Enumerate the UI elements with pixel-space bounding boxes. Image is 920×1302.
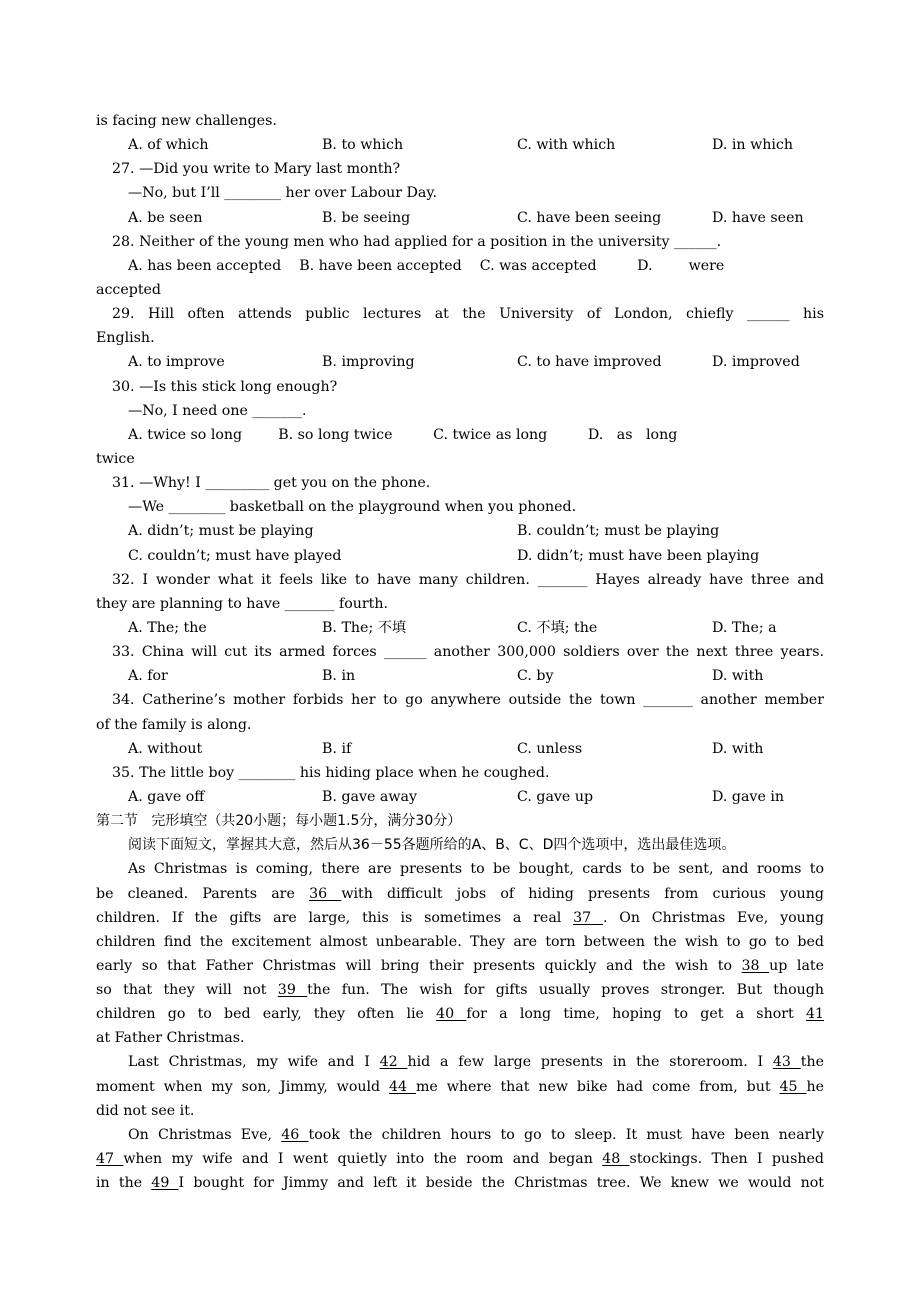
q32-option-b[interactable]: B. The; 不填 [322, 619, 407, 636]
passage-line: be cleaned. Parents are 36 with difficult jobs of hiding presents from curious young [96, 885, 824, 902]
passage-line: in the 49 I bought for Jimmy and left it beside the Christmas tree. We knew we would not [96, 1175, 824, 1192]
exam-page [96, 109, 824, 1195]
q34-options [96, 737, 824, 761]
q33-stem: 33. China will cut its armed forces ______ another 300,000 soldiers over the next three years. [112, 644, 824, 661]
q30-stem: 30. —Is this stick long enough? [112, 378, 338, 395]
blank-49[interactable]: 49 [151, 1175, 179, 1192]
q29-option-d[interactable]: D. improved [712, 354, 800, 371]
passage-line: Last Christmas, my wife and I 42 hid a few large presents in the storeroom. I 43 the [128, 1054, 824, 1071]
q34-option-a[interactable]: A. without [128, 740, 203, 757]
blank-37[interactable]: 37 [573, 909, 603, 926]
q32-stem: 32. I wonder what it feels like to have many children. _______ Hayes already have three and [112, 571, 824, 588]
q34-stem-tail: of the family is along. [96, 716, 252, 733]
q29-option-b[interactable]: B. improving [322, 354, 415, 371]
q33-option-a[interactable]: A. for [128, 668, 168, 685]
q31-option-d[interactable]: D. didn’t; must have been playing [517, 547, 760, 564]
q31-options-row1 [96, 519, 824, 543]
q27-stem: 27. —Did you write to Mary last month? [112, 161, 401, 178]
blank-41[interactable]: 41 [805, 1006, 824, 1023]
q34-option-c[interactable]: C. unless [517, 740, 583, 757]
blank-40[interactable]: 40 [436, 1006, 467, 1023]
q34-option-d[interactable]: D. with [712, 740, 764, 757]
q32-option-a[interactable]: A. The; the [128, 619, 207, 636]
q34-stem: 34. Catherine’s mother forbids her to go anywhere outside the town _______ another member [112, 692, 824, 709]
q27-option-d[interactable]: D. have seen [712, 209, 804, 226]
passage-line: early so that Father Christmas will bring their presents quickly and the wish to 38 up late [96, 957, 824, 974]
blank-47[interactable]: 47 [96, 1151, 124, 1168]
section-heading: 第二节 完形填空（共20小题；每小题1.5分，满分30分） [96, 813, 462, 830]
q26-option-c[interactable]: C. with which [517, 137, 616, 154]
q27-option-c[interactable]: C. have been seeing [517, 209, 662, 226]
q29-option-c[interactable]: C. to have improved [517, 354, 662, 371]
q29-stem: 29. Hill often attends public lectures at the University of London, chiefly ______ his [112, 306, 824, 323]
blank-38[interactable]: 38 [741, 957, 770, 974]
q26-options [96, 133, 824, 157]
q30-options[interactable]: A. twice so long B. so long twice C. twice as long D. as long [128, 426, 678, 443]
blank-39[interactable]: 39 [277, 982, 308, 999]
passage-line: children. If the gifts are large, this is sometimes a real 37 . On Christmas Eve, young [96, 909, 824, 926]
passage-line: 47 when my wife and I went quietly into the room and began 48 stockings. Then I pushed [96, 1151, 824, 1168]
q26-option-d[interactable]: D. in which [712, 137, 793, 154]
q31-options-row2 [96, 544, 824, 568]
q30-options-tail: twice [96, 450, 135, 467]
q29-option-a[interactable]: A. to improve [128, 354, 225, 371]
q35-option-d[interactable]: D. gave in [712, 788, 785, 805]
passage-line: at Father Christmas. [96, 1030, 245, 1047]
passage-line: so that they will not 39 the fun. The wish for gifts usually proves stronger. But though [96, 982, 824, 999]
q31-option-c[interactable]: C. couldn’t; must have played [128, 547, 342, 564]
blank-48[interactable]: 48 [602, 1151, 630, 1168]
q32-stem-tail: they are planning to have _______ fourth. [96, 595, 389, 612]
q31-reply: —We ________ basketball on the playground when you phoned. [128, 499, 577, 516]
q27-reply: —No, but I’ll ________ her over Labour Day. [128, 185, 438, 202]
q35-options [96, 785, 824, 809]
passage-line: moment when my son, Jimmy, would 44 me where that new bike had come from, but 45 he [96, 1078, 824, 1095]
passage-line: children go to bed early, they often lie 40 for a long time, hoping to get a short 41 [96, 1006, 824, 1023]
q32-option-d[interactable]: D. The; a [712, 619, 777, 636]
section-instruction: 阅读下面短文，掌握其大意，然后从36－55各题所给的A、B、C、D四个选项中，选出最佳选项。 [128, 837, 736, 854]
q26-option-b[interactable]: B. to which [322, 137, 404, 154]
blank-44[interactable]: 44 [389, 1078, 416, 1095]
q28-stem: 28. Neither of the young men who had applied for a position in the university ______. [112, 233, 722, 250]
q33-option-d[interactable]: D. with [712, 668, 764, 685]
q29-stem-tail: English. [96, 330, 155, 347]
q33-option-c[interactable]: C. by [517, 668, 554, 685]
passage-line: As Christmas is coming, there are presents to be bought, cards to be sent, and rooms to [128, 861, 824, 878]
q27-option-a[interactable]: A. be seen [128, 209, 203, 226]
q32-option-c[interactable]: C. 不填; the [517, 619, 598, 636]
q26-option-a[interactable]: A. of which [128, 137, 209, 154]
blank-45[interactable]: 45 [779, 1078, 807, 1095]
blank-36[interactable]: 36 [309, 885, 342, 902]
q29-options [96, 350, 824, 374]
q35-option-a[interactable]: A. gave off [128, 788, 205, 805]
q26-stem-end: is facing new challenges. [96, 113, 277, 129]
blank-46[interactable]: 46 [281, 1126, 309, 1143]
q31-option-a[interactable]: A. didn’t; must be playing [128, 523, 314, 540]
q33-option-b[interactable]: B. in [322, 668, 356, 685]
passage-line: On Christmas Eve, 46 took the children hours to go to sleep. It must have been nearly [128, 1126, 824, 1143]
q35-option-c[interactable]: C. gave up [517, 788, 594, 805]
q34-option-b[interactable]: B. if [322, 740, 352, 757]
q32-options [96, 616, 824, 640]
q35-stem: 35. The little boy ________ his hiding place when he coughed. [112, 764, 550, 781]
q30-reply: —No, I need one _______. [128, 402, 307, 419]
passage-line: children find the excitement almost unbearable. They are torn between the wish to go to bed [96, 933, 824, 950]
passage-line: did not see it. [96, 1102, 195, 1119]
q31-option-b[interactable]: B. couldn’t; must be playing [517, 523, 720, 540]
q28-options-tail: accepted [96, 281, 162, 298]
q33-options [96, 664, 824, 688]
q35-option-b[interactable]: B. gave away [322, 788, 417, 805]
blank-42[interactable]: 42 [379, 1054, 408, 1071]
q27-option-b[interactable]: B. be seeing [322, 209, 411, 226]
q28-options[interactable]: A. has been accepted B. have been accepted C. was accepted D. were [128, 257, 725, 274]
blank-43[interactable]: 43 [772, 1054, 801, 1071]
q27-options [96, 206, 824, 230]
q31-stem: 31. —Why! I _________ get you on the phone. [112, 475, 431, 492]
